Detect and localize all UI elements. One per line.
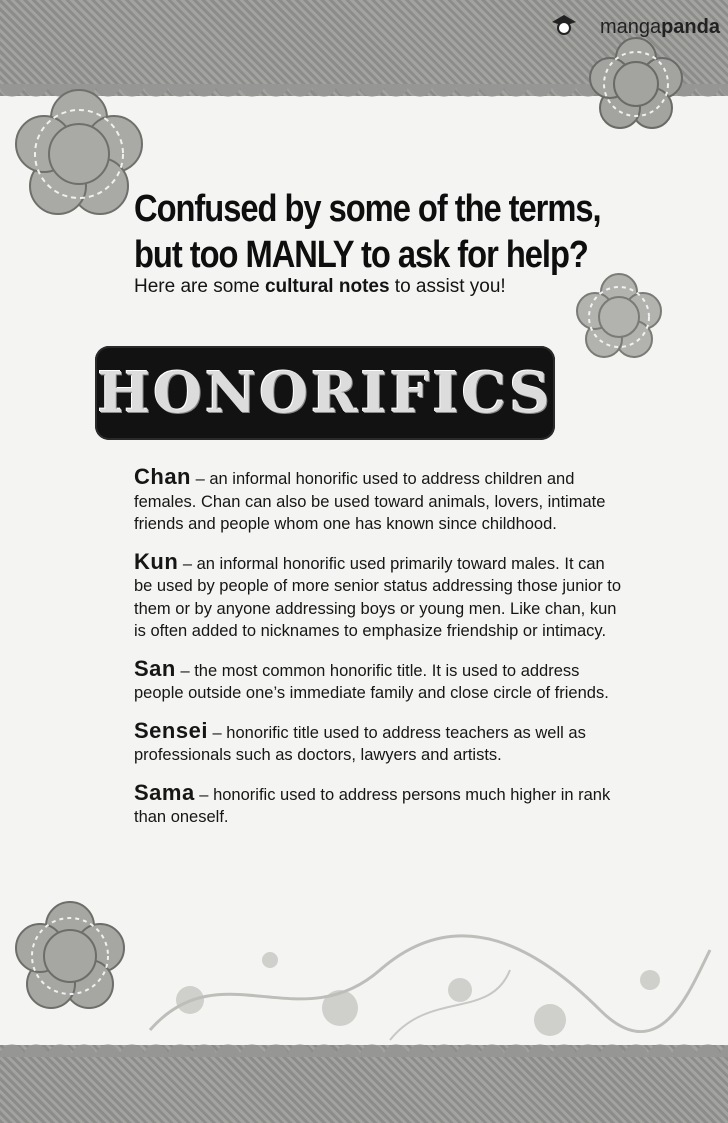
bottom-lace-border	[0, 1045, 728, 1123]
honorific-entry-chan: Chan – an informal honorific used to address children and females. Chan can also be used toward animals, lovers, intimate friends and people whom one has known since childhood.	[134, 464, 606, 533]
site-logo[interactable]: mangapanda	[599, 16, 720, 38]
headline-line-2: but too MANLY to ask for help?	[134, 234, 588, 276]
honorifics-list	[134, 466, 624, 844]
banner-title: HONORIFICS	[97, 360, 553, 426]
honorific-entry-sama: Sama – honorific used to address persons much higher in rank than oneself.	[134, 779, 611, 826]
floral-swirl-decoration	[130, 930, 720, 1050]
flower-bottom-left-icon	[14, 900, 126, 1012]
honorific-entry-sensei: Sensei – honorific title used to address teachers as well as professionals such as doctors, lawyers and artists.	[134, 717, 586, 764]
page-headline	[134, 186, 601, 278]
headline-line-1: Confused by some of the terms,	[134, 188, 601, 230]
flower-top-left-icon	[14, 88, 144, 218]
flower-right-icon	[574, 272, 664, 362]
honorific-entry-san: San – the most common honorific title. It is used to address people outside one’s immediate family and close circle of friends.	[134, 655, 609, 702]
flower-top-right-icon	[588, 36, 684, 132]
subheadline: Here are some cultural notes to assist you!	[134, 276, 506, 297]
honorific-entry-kun: Kun – an informal honorific used primarily toward males. It can be used by people of more senior status addressing those junior to them or by anyone addressing boys or young men. Like chan, kun is often added to nicknames to emphasize friendship or intimacy.	[134, 548, 622, 640]
panda-logo-icon	[550, 12, 578, 36]
honorifics-banner	[95, 346, 555, 440]
